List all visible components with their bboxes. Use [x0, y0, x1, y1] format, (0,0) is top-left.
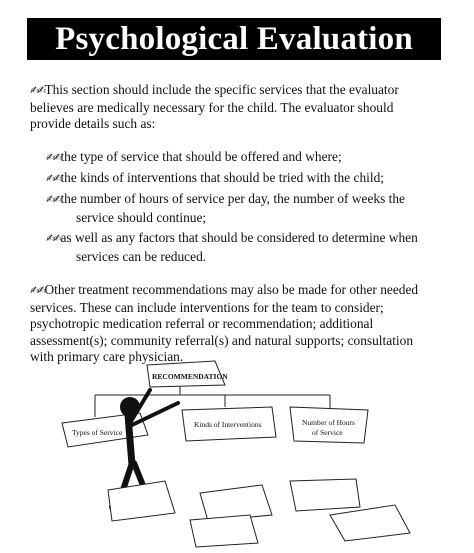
other-line-5: with primary care physician. [30, 349, 184, 364]
bullet-text-continued: services can be reduced. [76, 249, 207, 264]
bullet-text: as well as any factors that should be considered to determine when [60, 230, 418, 245]
list-item [46, 190, 456, 227]
number-of-hours-label-2: of Service [312, 428, 343, 437]
pen-marker-icon: ✍✍ [30, 284, 45, 297]
recommendation-illustration [0, 355, 474, 553]
bullet-text-continued: service should continue; [76, 210, 207, 225]
list-item [46, 229, 456, 266]
other-line-3: psychotropic medication referral or recommendation; additional [30, 316, 374, 331]
kinds-of-interventions-card [182, 407, 276, 441]
other-line-1: Other treatment recommendations may also be made for other needed [44, 282, 419, 297]
pen-marker-icon: ✍✍ [30, 84, 45, 97]
number-of-hours-label-1: Number of Hours [302, 418, 355, 427]
page-title: Psychological Evaluation [27, 18, 441, 60]
pen-marker-icon: ✍✍ [46, 172, 61, 185]
pen-marker-icon: ✍✍ [46, 193, 61, 206]
types-of-service-label: Types of Service [72, 428, 123, 437]
recommendation-card [147, 361, 228, 387]
scattered-papers [108, 479, 410, 547]
other-line-2: services. These can include interventions for the team to consider; [30, 299, 384, 315]
intro-paragraph [30, 82, 440, 133]
bullet-text: the type of service that should be offered and where; [60, 149, 342, 164]
other-recommendations-paragraph [30, 282, 450, 366]
list-item [46, 169, 456, 188]
recommendation-label: RECOMMENDATION [152, 372, 228, 381]
list-item [46, 148, 456, 167]
kinds-of-interventions-label: Kinds of Interventions [194, 420, 262, 429]
other-line-4: assessment(s); community referral(s) and natural supports; consultation [30, 332, 414, 348]
number-of-hours-card [290, 407, 368, 443]
intro-line-3: provide details such as: [30, 116, 156, 131]
intro-line-2: believes are medically necessary for the child. The evaluator should [30, 99, 394, 115]
pen-marker-icon: ✍✍ [46, 151, 61, 164]
bullet-list [46, 148, 456, 268]
pen-marker-icon: ✍✍ [46, 232, 61, 245]
bullet-text: the number of hours of service per day, the number of weeks the [60, 191, 406, 206]
intro-line-1: This section should include the specific services that the evaluator [44, 82, 399, 97]
bullet-text: the kinds of interventions that should be tried with the child; [60, 170, 384, 185]
